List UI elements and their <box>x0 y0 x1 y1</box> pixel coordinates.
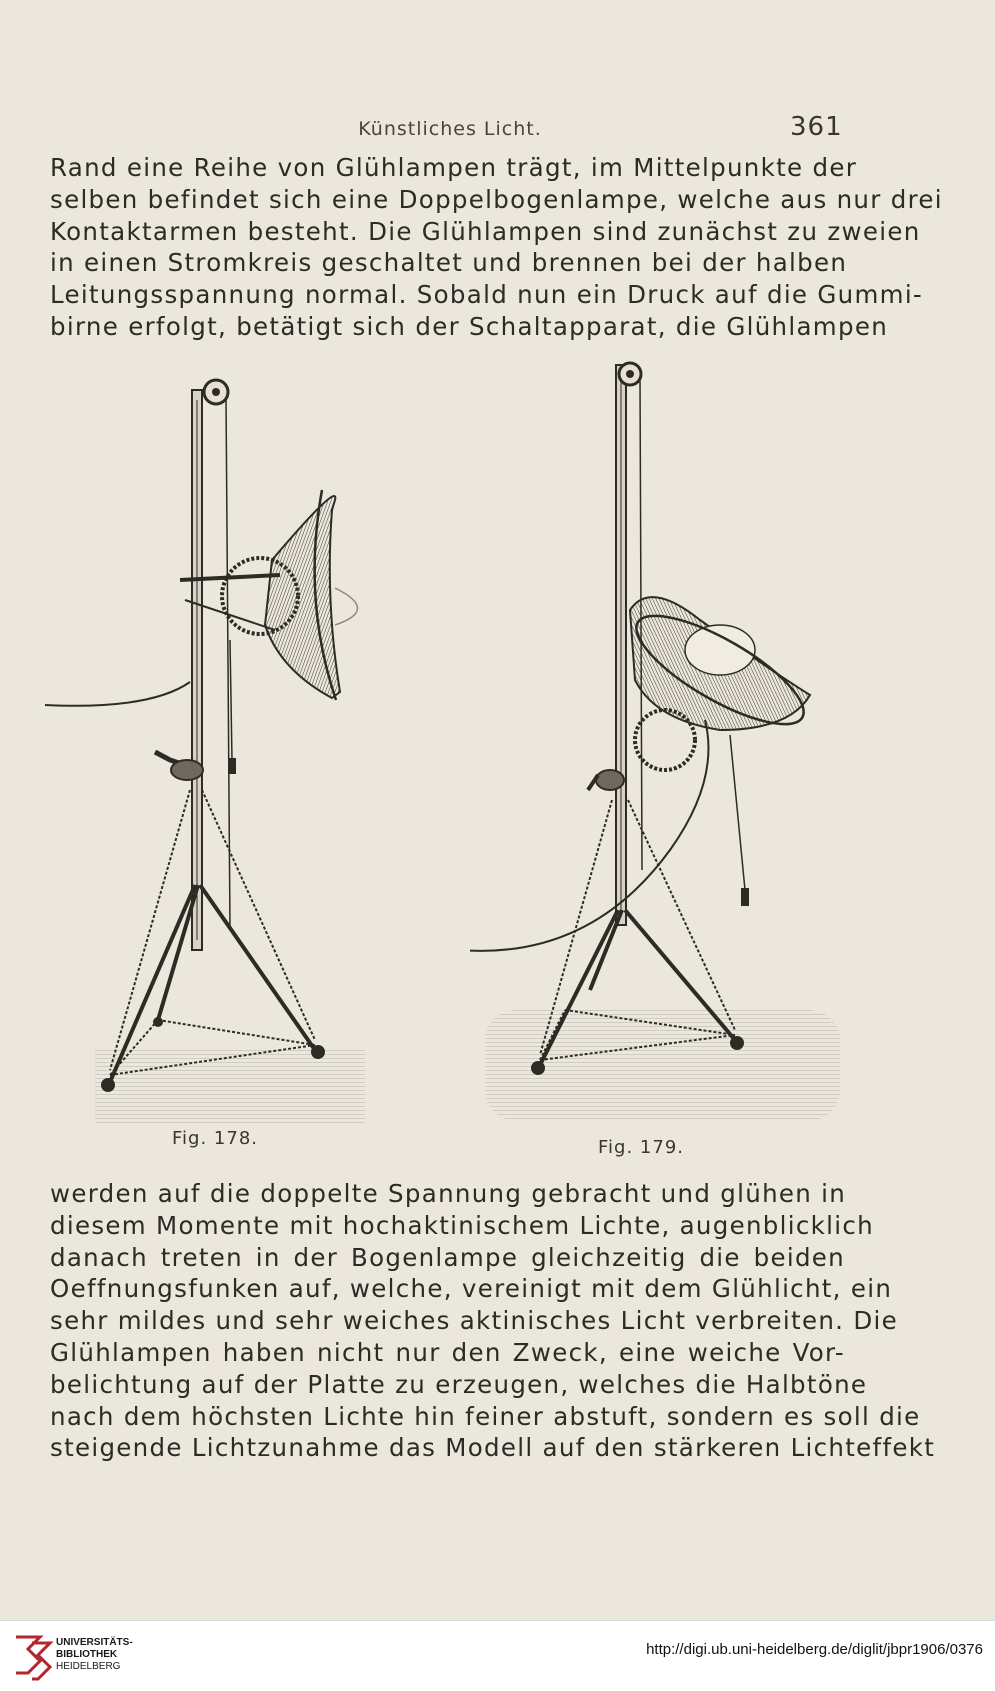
permalink-url[interactable]: http://digi.ub.uni-heidelberg.de/diglit/jbpr1906/0376 <box>646 1641 983 1658</box>
text-line: Oeffnungsfunken auf, welche, vereinigt mit dem Glühlicht, ein <box>50 1274 893 1304</box>
figure-178-caption: Fig. 178. <box>172 1128 258 1149</box>
text-line: birne erfolgt, betätigt sich der Schaltapparat, die Glühlampen <box>50 311 889 341</box>
text-line: Leitungsspannung normal. Sobald nun ein Druck auf die Gummi- <box>50 280 924 310</box>
text-line: Kontaktarmen besteht. Die Glühlampen sind zunächst zu zweien <box>50 216 921 246</box>
text-line: sehr mildes und sehr weiches aktinisches Licht verbreiten. Die <box>50 1306 898 1336</box>
figure-179-illustration <box>470 350 850 1120</box>
text-line: nach dem höchsten Lichte hin feiner abstuft, sondern es soll die <box>50 1401 921 1431</box>
paragraph-top <box>50 152 943 343</box>
text-line: danach treten in der Bogenlampe gleichzeitig die beiden <box>50 1242 845 1272</box>
viewer-footer <box>0 1620 995 1691</box>
running-header-title: Künstliches Licht. <box>358 118 542 140</box>
library-name: UNIVERSITÄTS- BIBLIOTHEK HEIDELBERG <box>56 1637 133 1672</box>
text-line: belichtung auf der Platte zu erzeugen, welches die Halbtöne <box>50 1369 868 1399</box>
chains <box>110 790 315 1075</box>
cable <box>45 682 190 706</box>
figure-179-caption: Fig. 179. <box>598 1137 684 1158</box>
text-line: selben befindet sich eine Doppelbogenlampe, welche aus nur drei <box>50 184 943 214</box>
text-line: Rand eine Reihe von Glühlampen trägt, im Mittelpunkte der <box>50 153 858 182</box>
cable <box>470 720 708 951</box>
text-line: Glühlampen haben nicht nur den Zweck, eine weiche Vor- <box>50 1337 845 1367</box>
text-line: diesem Momente mit hochaktinischem Lichte, augenblicklich <box>50 1210 874 1240</box>
floor-shading <box>95 1050 365 1125</box>
figure-178-illustration <box>40 370 410 1130</box>
text-line: steigende Lichtzunahme das Modell auf den stärkeren Lichteffekt <box>50 1433 936 1463</box>
paragraph-bottom <box>50 1178 936 1464</box>
text-line: in einen Stromkreis geschaltet und brennen bei der halben <box>50 248 848 278</box>
text-line: werden auf die doppelte Spannung gebracht und glühen in <box>50 1179 847 1208</box>
reflector <box>265 496 340 698</box>
page-number: 361 <box>790 112 843 142</box>
